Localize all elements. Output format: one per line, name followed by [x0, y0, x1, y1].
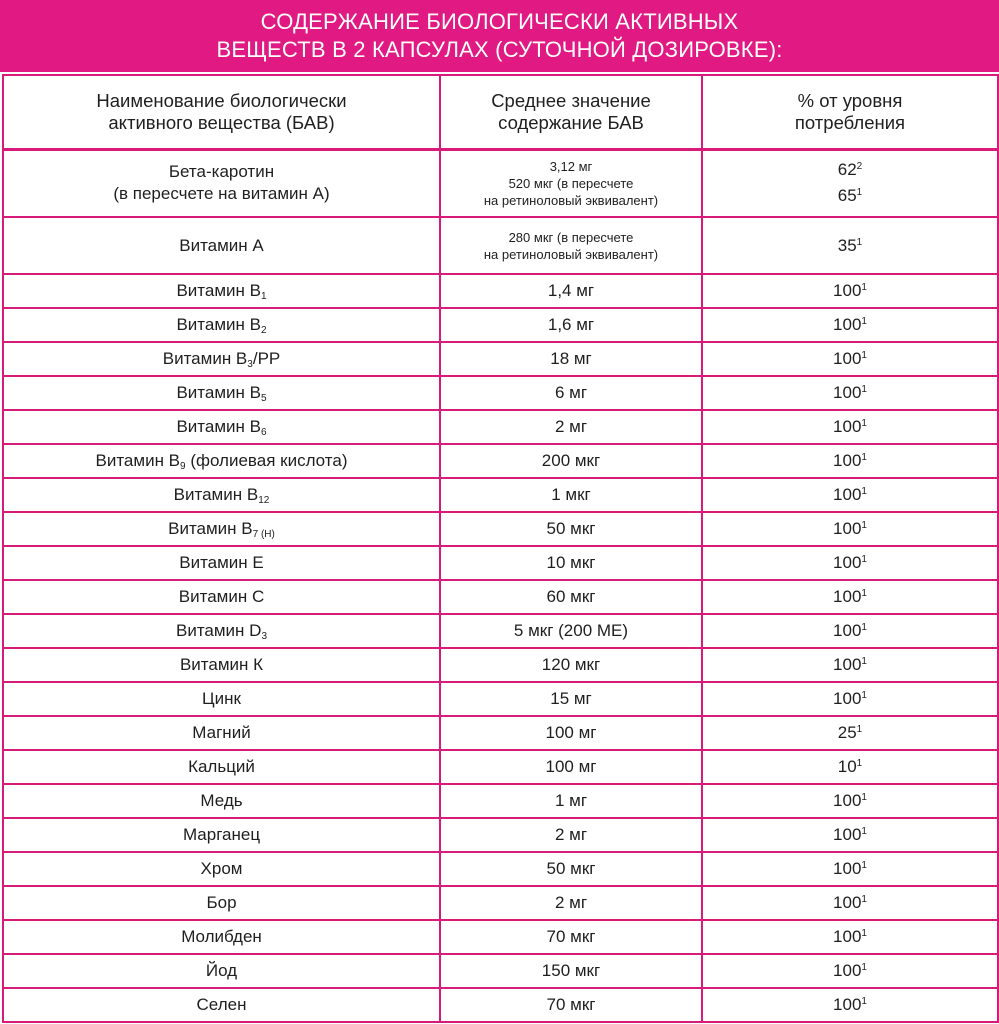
percent-footnote: 1 — [861, 418, 867, 429]
table-row-beta-carotene — [3, 149, 998, 217]
table-row — [3, 750, 998, 784]
substance-name — [3, 988, 440, 1022]
header-substance-line-1: Наименование биологически — [96, 89, 347, 111]
percent-value: 100 — [833, 485, 862, 504]
substance-name — [3, 308, 440, 342]
substance-value: 10 мкг — [440, 546, 702, 580]
substance-name-text: Витамин В — [168, 519, 253, 538]
substance-value: 100 мг — [440, 716, 702, 750]
substance-name — [3, 648, 440, 682]
substance-value: 50 мкг — [440, 852, 702, 886]
percent-value: 100 — [833, 859, 862, 878]
substance-value: 60 мкг — [440, 580, 702, 614]
table-row — [3, 274, 998, 308]
substance-name — [3, 852, 440, 886]
substance-percent — [702, 886, 998, 920]
substance-name-text: Медь — [200, 791, 243, 810]
table-row-vitamin-a — [3, 217, 998, 274]
table-row — [3, 580, 998, 614]
percent-footnote: 1 — [861, 996, 867, 1007]
substance-name — [3, 784, 440, 818]
substance-name-text: Хром — [200, 859, 243, 878]
substance-name — [3, 580, 440, 614]
beta-pct-1 — [709, 157, 991, 183]
table-row — [3, 342, 998, 376]
percent-value: 100 — [833, 281, 862, 300]
substance-percent — [702, 512, 998, 546]
substance-name — [3, 512, 440, 546]
substance-name-text: Витамин Е — [179, 553, 264, 572]
substance-name-text: Витамин В — [162, 349, 248, 368]
substance-name-text: Молибден — [181, 927, 262, 946]
percent-footnote: 1 — [861, 554, 867, 565]
substance-value: 1 мг — [440, 784, 702, 818]
header-substance-line-2: активного вещества (БАВ) — [108, 111, 335, 133]
substance-value: 5 мкг (200 МЕ) — [440, 614, 702, 648]
substance-value: 2 мг — [440, 886, 702, 920]
header-average-line-1: Среднее значение — [491, 89, 651, 111]
title-banner — [0, 0, 999, 72]
percent-value: 100 — [833, 825, 862, 844]
table-row — [3, 818, 998, 852]
substance-percent — [702, 478, 998, 512]
title-line-2: ВЕЩЕСТВ В 2 КАПСУЛАХ (СУТОЧНОЙ ДОЗИРОВКЕ): — [216, 37, 783, 62]
substance-name — [3, 750, 440, 784]
substance-percent — [702, 852, 998, 886]
substance-name-text: Витамин К — [179, 655, 264, 674]
beta-pct-2-footnote: 1 — [856, 187, 863, 199]
table-row — [3, 852, 998, 886]
table-row — [3, 512, 998, 546]
substance-name-suffix: (фолиевая кислота) — [185, 451, 348, 470]
beta-name-line-2: (в пересчете на витамин А) — [113, 184, 330, 204]
percent-footnote: 1 — [861, 690, 867, 701]
substance-name-text: Витамин В — [176, 281, 261, 300]
header-average-line-2: содержание БАВ — [498, 111, 644, 133]
title-line-1: СОДЕРЖАНИЕ БИОЛОГИЧЕСКИ АКТИВНЫХ — [260, 9, 739, 34]
substance-percent — [702, 376, 998, 410]
table-row — [3, 614, 998, 648]
substance-name-text: Магний — [192, 723, 251, 742]
substance-name-text: Селен — [196, 995, 247, 1014]
percent-value: 100 — [833, 927, 862, 946]
beta-name-line-1: Бета-каротин — [168, 162, 275, 182]
substance-name — [3, 274, 440, 308]
substance-name — [3, 342, 440, 376]
substance-name-text: Витамин С — [178, 587, 265, 606]
percent-footnote: 1 — [856, 758, 863, 769]
substance-percent — [702, 648, 998, 682]
substance-percent — [702, 954, 998, 988]
substance-percent — [702, 274, 998, 308]
substance-value: 1 мкг — [440, 478, 702, 512]
percent-footnote: 1 — [861, 588, 867, 599]
substance-name-text: Витамин В — [176, 383, 261, 402]
table-row — [3, 546, 998, 580]
substance-percent — [702, 682, 998, 716]
percent-footnote: 1 — [861, 894, 867, 905]
substance-name-text: Бор — [206, 893, 237, 912]
substance-name — [3, 920, 440, 954]
header-substance — [3, 75, 440, 149]
percent-footnote: 1 — [856, 724, 863, 735]
substance-percent — [702, 920, 998, 954]
substance-subscript: 3 — [261, 631, 268, 642]
substance-value: 70 мкг — [440, 920, 702, 954]
header-percent-line-1: % от уровня — [797, 89, 903, 111]
percent-value: 100 — [833, 689, 862, 708]
beta-value-line-2: 520 мкг (в пересчете — [508, 175, 634, 191]
percent-value: 100 — [833, 655, 862, 674]
percent-value: 10 — [837, 757, 857, 776]
percent-value: 100 — [833, 451, 862, 470]
beta-pct-2-value: 65 — [837, 186, 857, 206]
percent-footnote: 1 — [861, 792, 867, 803]
substance-name — [3, 818, 440, 852]
beta-pct-1-footnote: 2 — [856, 161, 863, 173]
substance-name — [3, 716, 440, 750]
percent-value: 100 — [833, 961, 862, 980]
substance-subscript: 5 — [260, 393, 267, 404]
percent-footnote: 1 — [861, 486, 867, 497]
substance-subscript: 12 — [258, 495, 270, 506]
substance-percent — [702, 217, 998, 274]
substance-name — [3, 614, 440, 648]
header-average-value — [440, 75, 702, 149]
table-row — [3, 444, 998, 478]
substance-percent — [702, 546, 998, 580]
table-row — [3, 648, 998, 682]
substance-value — [440, 217, 702, 274]
table-row — [3, 716, 998, 750]
substance-percent — [702, 614, 998, 648]
substance-name — [3, 682, 440, 716]
substance-value: 70 мкг — [440, 988, 702, 1022]
table-row — [3, 410, 998, 444]
vita-value-line-1: 280 мкг (в пересчете — [508, 229, 634, 245]
substance-subscript: 3 — [247, 359, 253, 370]
substance-subscript: 6 — [260, 427, 267, 438]
substance-name-suffix: /РР — [252, 349, 281, 368]
table-row — [3, 988, 998, 1022]
substance-name — [3, 478, 440, 512]
table-row — [3, 784, 998, 818]
percent-value: 100 — [833, 519, 862, 538]
substance-subscript: 1 — [260, 291, 267, 302]
substance-name — [3, 376, 440, 410]
percent-value: 100 — [833, 315, 862, 334]
percent-value: 100 — [833, 621, 862, 640]
percent-value: 100 — [833, 587, 862, 606]
percent-footnote: 1 — [861, 860, 867, 871]
beta-pct-2 — [709, 183, 991, 209]
beta-pct-1-value: 62 — [837, 160, 857, 180]
substance-value: 50 мкг — [440, 512, 702, 546]
substance-name-text: Кальций — [188, 757, 255, 776]
substance-value: 100 мг — [440, 750, 702, 784]
beta-value-line-1: 3,12 мг — [549, 158, 593, 174]
percent-value: 100 — [833, 893, 862, 912]
substance-name-text: Витамин D — [175, 621, 262, 640]
percent-footnote: 1 — [861, 826, 867, 837]
substance-value: 2 мг — [440, 410, 702, 444]
table-row — [3, 478, 998, 512]
substance-percent — [702, 784, 998, 818]
percent-value: 100 — [833, 417, 862, 436]
substance-name — [3, 954, 440, 988]
vita-pct-value: 35 — [837, 235, 857, 255]
table-row — [3, 920, 998, 954]
substance-value: 200 мкг — [440, 444, 702, 478]
substance-name — [3, 444, 440, 478]
table-row — [3, 308, 998, 342]
substance-name-text: Йод — [205, 961, 238, 980]
percent-value: 100 — [833, 383, 862, 402]
substance-percent — [702, 818, 998, 852]
percent-footnote: 1 — [861, 384, 867, 395]
substance-value — [440, 149, 702, 217]
beta-value-line-3: на ретиноловый эквивалент) — [483, 192, 659, 208]
substance-percent — [702, 342, 998, 376]
percent-value: 100 — [833, 349, 862, 368]
substance-name — [3, 149, 440, 217]
substance-value: 15 мг — [440, 682, 702, 716]
table-row — [3, 376, 998, 410]
substance-percent — [702, 308, 998, 342]
substance-value: 2 мг — [440, 818, 702, 852]
substance-name: Витамин А — [3, 217, 440, 274]
substance-subscript: 2 — [260, 325, 267, 336]
substance-percent — [702, 149, 998, 217]
table-row — [3, 886, 998, 920]
percent-footnote: 1 — [861, 452, 867, 463]
percent-footnote: 1 — [861, 282, 867, 293]
substance-value: 18 мг — [440, 342, 702, 376]
substance-percent — [702, 716, 998, 750]
table-row — [3, 682, 998, 716]
substance-percent — [702, 750, 998, 784]
vita-pct-footnote: 1 — [856, 236, 863, 248]
substance-subscript: 9 — [180, 461, 186, 472]
percent-footnote: 1 — [861, 622, 867, 633]
substance-value: 1,6 мг — [440, 308, 702, 342]
percent-footnote: 1 — [861, 962, 867, 973]
substance-name — [3, 546, 440, 580]
percent-footnote: 1 — [861, 656, 867, 667]
percent-footnote: 1 — [861, 350, 867, 361]
substance-percent — [702, 580, 998, 614]
substance-value: 6 мг — [440, 376, 702, 410]
substance-name-text: Цинк — [202, 689, 241, 708]
percent-footnote: 1 — [861, 520, 867, 531]
percent-value: 100 — [833, 791, 862, 810]
substance-value: 150 мкг — [440, 954, 702, 988]
substance-name-text: Витамин В — [176, 315, 261, 334]
substance-name — [3, 886, 440, 920]
substance-percent — [702, 444, 998, 478]
table-row — [3, 954, 998, 988]
percent-value: 100 — [833, 995, 862, 1014]
substance-name-text: Марганец — [182, 825, 261, 844]
substance-percent — [702, 988, 998, 1022]
header-percent — [702, 75, 998, 149]
table-header-row — [3, 75, 998, 149]
substance-name-text: Витамин В — [176, 417, 261, 436]
substance-percent — [702, 410, 998, 444]
vita-value-line-2: на ретиноловый эквивалент) — [483, 246, 659, 262]
nutrient-table — [2, 74, 999, 1023]
substance-name-text: Витамин В — [95, 451, 181, 470]
substance-value: 120 мкг — [440, 648, 702, 682]
percent-value: 100 — [833, 553, 862, 572]
percent-footnote: 1 — [861, 928, 867, 939]
percent-value: 25 — [837, 723, 857, 742]
percent-footnote: 1 — [861, 316, 867, 327]
substance-name — [3, 410, 440, 444]
substance-value: 1,4 мг — [440, 274, 702, 308]
header-percent-line-2: потребления — [794, 111, 906, 133]
substance-subscript: 7 (Н) — [252, 529, 275, 540]
substance-name-text: Витамин В — [173, 485, 259, 504]
